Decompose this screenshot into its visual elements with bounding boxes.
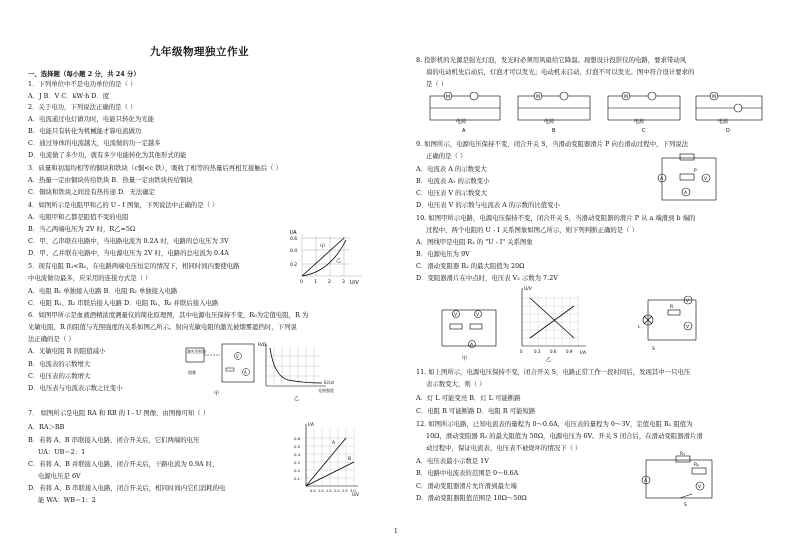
tick-label: 0.5 [294,444,301,449]
option-line: C．电阻 R 可能断路 D．电阻 R 可能短路 [416,407,536,415]
axis-label-y: I/A [308,423,314,428]
svg-text:V: V [686,299,690,304]
tick-label: 2.5 [342,489,348,493]
axis-label-y: I/A [290,230,297,236]
series-label-yi: 乙 [336,258,342,264]
q12-circuit [636,450,720,510]
svg-text:M: M [712,95,716,100]
option-line: B．电路中电流表的范围是 0～0.6A [416,469,519,477]
svg-text:V: V [236,354,239,359]
option-line: A．J B．V C．kW·h D．度 [28,92,110,100]
tick-label: 0.1 [294,476,301,481]
option-line: B．当乙两端电压为 2V 时，R乙=5Ω [28,225,136,233]
question-text: 过程中，两个电阻的 U - I 关系图象如图乙所示，则下列判断正确的是（ ） [426,226,638,234]
tick-label: 0 [300,280,303,285]
tick-label: 0.3 [534,349,541,354]
svg-text:S: S [652,347,655,352]
section-heading: 一、选择题（每小题 2 分，共 24 分） [28,70,140,78]
option-line: 电源电压是 6V [38,472,81,480]
tick-label: 3.0 [350,489,356,493]
option-line: C．电阻 R₁、R₂ 串联后接入电路 D．电阻 R₁、R₂ 并联后接入电路 [28,299,219,307]
question-text: 12. 如图所示电路，已知电流表的量程为 0～0.6A，电压表的量程为 0～3V，定值电阻 R₁ 阻值为 [416,420,693,428]
tick-label: 1.5 [326,489,332,493]
option-line: C．电压表 V 的示数变大 [416,189,488,197]
option-line: C．滑动变阻器 R₂ 的最大阻值为 20Ω [416,262,525,270]
option-label: A [462,128,466,134]
svg-text:M: M [624,95,628,100]
question-text: 是（ ） [426,80,448,88]
option-label: C [642,128,646,134]
q6-graph-yi [258,340,342,402]
question-text: 光敏电阻，R 的阻值与光照强度的关系如图乙所示。射向光敏电阻的激光被烟雾遮挡时，下列说 [28,323,297,331]
svg-text:B: B [348,457,352,462]
option-line: D．若将 A、B 串联接入电路，闭合开关后，相同时间内它们消耗的电 [28,484,226,492]
svg-text:P: P [694,169,697,174]
svg-text:R₁: R₁ [680,452,685,457]
option-line: D．甲、乙并联在电路中，当电源电压为 2V 时，电路的总电流为 0.4A [28,249,229,257]
option-line: C．铜块和铁块之间没有热传递 D．无法确定 [28,188,156,196]
svg-text:A: A [644,479,648,484]
option-line: A．电阻 R₁ 单独接入电路 B．电阻 R₂ 单独接入电路 [28,287,178,295]
svg-text:R₂: R₂ [694,463,699,468]
question-text: 2．关于电功，下列说法正确的是（ ） [28,103,137,111]
option-line: D．滑动变阻器阻值范围是 10Ω～50Ω [416,494,527,502]
option-line: A．电流表 A 的示数变大 [416,165,487,173]
svg-text:V: V [454,313,458,318]
option-line: B．电流表的示数增大 [28,360,91,368]
svg-text:L: L [638,325,641,330]
tick-label: 0 [520,349,523,354]
svg-text:R: R [670,305,674,310]
q11-circuit [630,292,702,354]
option-line: A．热量一定由铜块传给铁块 B．热量一定由铁块传给铜块 [28,176,193,184]
axis-label-y: U/V [524,287,532,292]
figure-label-jia: 甲 [214,391,220,397]
tick-label: 0.4 [294,452,301,457]
option-line: B．电能只有转化为机械能才算电流做功 [28,127,142,135]
option-line: A．光敏电阻 R 的阻值减小 [28,347,106,355]
tick-label: 0.6 [294,436,301,441]
question-text: 10Ω，滑动变阻器 R₂ 的最大阻值为 50Ω，电源电压为 6V。开关 S 闭合后，在滑动变阻器滑片滑 [426,432,703,440]
tick-label: 0.9 [566,349,573,354]
power-label: 电源 [718,119,729,125]
question-text: 表示数变大，则（ ） [426,380,486,388]
question-text: 6．如图甲所示是血液酒精浓度测量仪的简化原理图，其中电源电压保持不变，R₀为定值电阻，R 为 [28,311,309,319]
option-line: C．通过导体的电流越大，电流做的功一定越多 [28,139,161,147]
power-label: 电源 [634,119,645,125]
tick-label: 0.4 [290,249,298,254]
question-text: 9. 如图所示，电源电压保持不变，闭合开关 S，当滑动变阻器滑片 P 向右滑动过程中，下列说法 [416,140,689,148]
option-line: A．图线甲是电阻 R₁ 的 "U - I" 关系图象 [416,238,533,246]
option-line: A．电压表最小示数是 1V [416,457,489,465]
tick-label: 2 [328,280,331,285]
q9-circuit [650,152,722,210]
svg-text:A: A [244,370,247,375]
figure-label-yi: 乙 [294,396,300,402]
option-line: C．电压表的示数增大 [28,372,91,380]
option-line: B．若将 A、B 串联接入电路，闭合开关后，它们两端的电压 [28,436,200,444]
power-label: 电源 [456,119,467,125]
svg-text:M: M [446,95,450,100]
svg-text:V: V [704,177,708,182]
option-label: D [726,128,730,134]
option-line: D．电压表与电流表示数之比变小 [28,384,123,392]
q10-circuit-jia [432,300,506,362]
option-line: A．RA＞RB [28,423,65,431]
option-line: D．变阻器滑片在中点时，电压表 V₂ 示数为 7.2V [416,274,558,282]
question-text: 10. 如图甲所示电路，电源电压保持不变，闭合开关 S，当滑动变阻器的滑片 P 从 a 端滑到 b 端的 [416,214,696,222]
option-label: B [552,128,556,134]
svg-text:A: A [684,191,688,196]
q7-iu-graph [292,420,362,498]
tick-label: 3 [342,280,345,285]
power-label: 电源 [544,119,555,125]
q6-circuit-jia [184,340,258,398]
option-line: B．电流表 A₁ 的示数变小 [416,177,490,185]
axis-label-x: U/V [352,492,360,497]
laser-label: 激光发射器 [187,349,206,354]
svg-text:A: A [332,441,336,446]
option-line: C．滑动变阻器滑片允许滑到最左端 [416,482,517,490]
smoke-label: 烟雾 [188,370,196,375]
question-text: 5．现有电阻 R₁<R₂，在电路两端电压恒定的情况下，相同时间内要使电路 [28,262,240,270]
question-text: 扇的电动机先启动后，灯泡才可以发光；电动机未启动，灯泡不可以发光。图中符合设计要求的 [426,68,695,76]
question-text: 法正确的是（ ） [28,335,75,343]
option-line: D．电压表 V 的示数与电流表 A 的示数的比值变小 [416,201,560,209]
q4-iu-graph [290,226,368,286]
tick-label: 1 [314,280,317,285]
axis-caption: 光照强度 [318,388,334,393]
tick-label: 2.0 [334,489,340,493]
tick-label: 0.5 [310,489,316,493]
svg-text:V: V [698,485,702,490]
series-label-jia: 甲 [320,244,326,250]
question-text: 3．质量和初温均相等的铜块和铁块（c铜<c 铁），吸收了相等的热量后再相互接触后（ ） [28,164,282,172]
option-line: A．电流通过电灯做功时，电能只转化为光能 [28,115,155,123]
tick-label: 0.6 [550,349,557,354]
question-text: 11. 如上图所示，电源电压保持不变，闭合开关 S，电路正常工作一段时间后，发现其中一只电压 [416,368,691,376]
option-line: UA：UB＝2：1 [38,448,86,456]
page-number: 1 [394,528,398,535]
question-text: 8. 投影机的光源是强光灯泡，发光时必须用风扇给它降温。现想设计投影仪的电路，要求带动风 [416,56,687,64]
option-line: C．甲、乙串联在电路中，当电路电流为 0.2A 时，电路的总电压为 3V [28,237,229,245]
question-text: 动过程中，保证电流表、电压表不被烧坏的情况下（ ） [426,444,582,452]
tick-label: 0.6 [290,237,298,242]
option-line: C．若将 A、B 并联接入电路，闭合开关后，干路电流为 0.9A 时， [28,460,219,468]
option-line: B．电源电压为 9V [416,250,470,258]
svg-text:V: V [476,313,480,318]
tick-label: 1.0 [318,489,324,493]
axis-label-y: R/Ω [258,343,267,348]
q8-circuit-options [426,92,766,134]
svg-text:S: S [684,503,687,508]
option-line: 能 WA：WB＝1：2 [38,496,96,504]
question-text: 4．如图所示是电阻甲和乙的 U - I 图象，下列说法中正确的是（ ） [28,201,219,209]
question-text: 中电流做功最多，应采用的连接方式是（ ） [28,274,152,282]
axis-label-x: E/cd [324,381,334,386]
page-title: 九年级物理独立作业 [150,46,249,58]
tick-label: 0.2 [294,468,301,473]
tick-label: 0.3 [294,460,301,465]
question-text: 正确的是（ ） [426,152,467,160]
figure-label-yi: 乙 [546,357,552,362]
svg-text:V: V [686,325,690,330]
axis-label-x: I/A [580,351,586,356]
axis-label-x: U/V [350,280,359,286]
figure-label-jia: 甲 [462,356,468,362]
tick-label: 0.2 [290,263,298,268]
question-text: 7． 如图所示是电阻 RA 和 RB 的 I - U 图像，由图像可知（ ） [28,409,210,417]
option-line: D．电流做了多少功，就有多少电能转化为其他形式的能 [28,151,187,159]
svg-text:A: A [470,343,474,348]
svg-text:M: M [536,95,540,100]
question-text: 1．下列单位中不是电功单位的是（ ） [28,80,137,88]
option-line: A．灯 L 可能变亮 B．灯 L 可能断路 [416,394,521,402]
option-line: A．电阻甲和乙都是阻值不变的电阻 [28,213,129,221]
svg-text:A: A [660,177,664,182]
q10-graph-yi [508,284,594,362]
